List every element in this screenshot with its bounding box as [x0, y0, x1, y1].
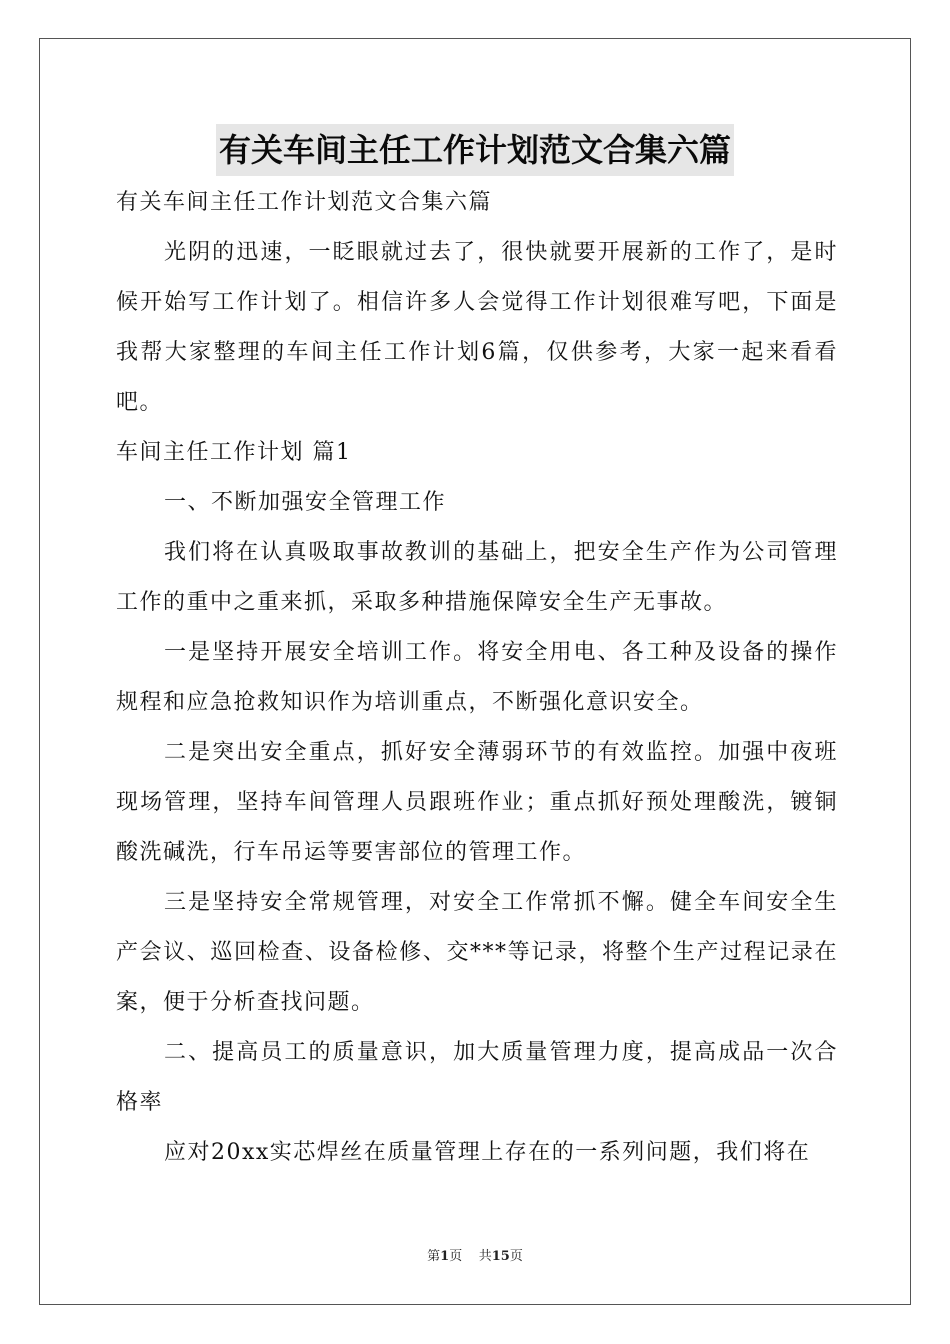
intro-paragraph: 光阴的迅速，一眨眼就过去了，很快就要开展新的工作了，是时候开始写工作计划了。相信许多人会觉得工作计划很难写吧，下面是我帮大家整理的车间主任工作计划6篇，仅供参考，大家一起来看看吧。: [116, 240, 838, 415]
footer-prefix: 第: [427, 1249, 441, 1264]
document-title: 有关车间主任工作计划范文合集六篇: [216, 124, 734, 176]
document-body: [116, 178, 838, 1178]
section-heading: 车间主任工作计划 篇1: [116, 440, 352, 465]
page-footer: [0, 1247, 950, 1267]
body-paragraph: 应对20xx实芯焊丝在质量管理上存在的一系列问题，我们将在: [164, 1140, 811, 1165]
footer-total-pages: 15: [491, 1249, 510, 1264]
body-paragraph: 我们将在认真吸取事故教训的基础上，把安全生产作为公司管理工作的重中之重来抓，采取多种措施保障安全生产无事故。: [116, 540, 838, 615]
footer-total-prefix: 共: [478, 1249, 492, 1264]
subtitle-paragraph: 有关车间主任工作计划范文合集六篇: [116, 190, 493, 215]
title-container: [0, 124, 950, 176]
subheading-quality: 二、提高员工的质量意识，加大质量管理力度，提高成品一次合格率: [116, 1040, 838, 1115]
body-paragraph: 二是突出安全重点，抓好安全薄弱环节的有效监控。加强中夜班现场管理，坚持车间管理人员跟班作业；重点抓好预处理酸洗，镀铜酸洗碱洗，行车吊运等要害部位的管理工作。: [116, 740, 838, 865]
footer-total-unit: 页: [509, 1249, 523, 1264]
footer-page-unit: 页: [449, 1249, 463, 1264]
body-paragraph: 三是坚持安全常规管理，对安全工作常抓不懈。健全车间安全生产会议、巡回检查、设备检修、交***等记录，将整个生产过程记录在案，便于分析查找问题。: [116, 890, 838, 1015]
footer-page-number: 1: [440, 1249, 450, 1264]
subheading-safety: 一、不断加强安全管理工作: [164, 490, 447, 515]
body-paragraph: 一是坚持开展安全培训工作。将安全用电、各工种及设备的操作规程和应急抢救知识作为培训重点，不断强化意识安全。: [116, 640, 838, 715]
